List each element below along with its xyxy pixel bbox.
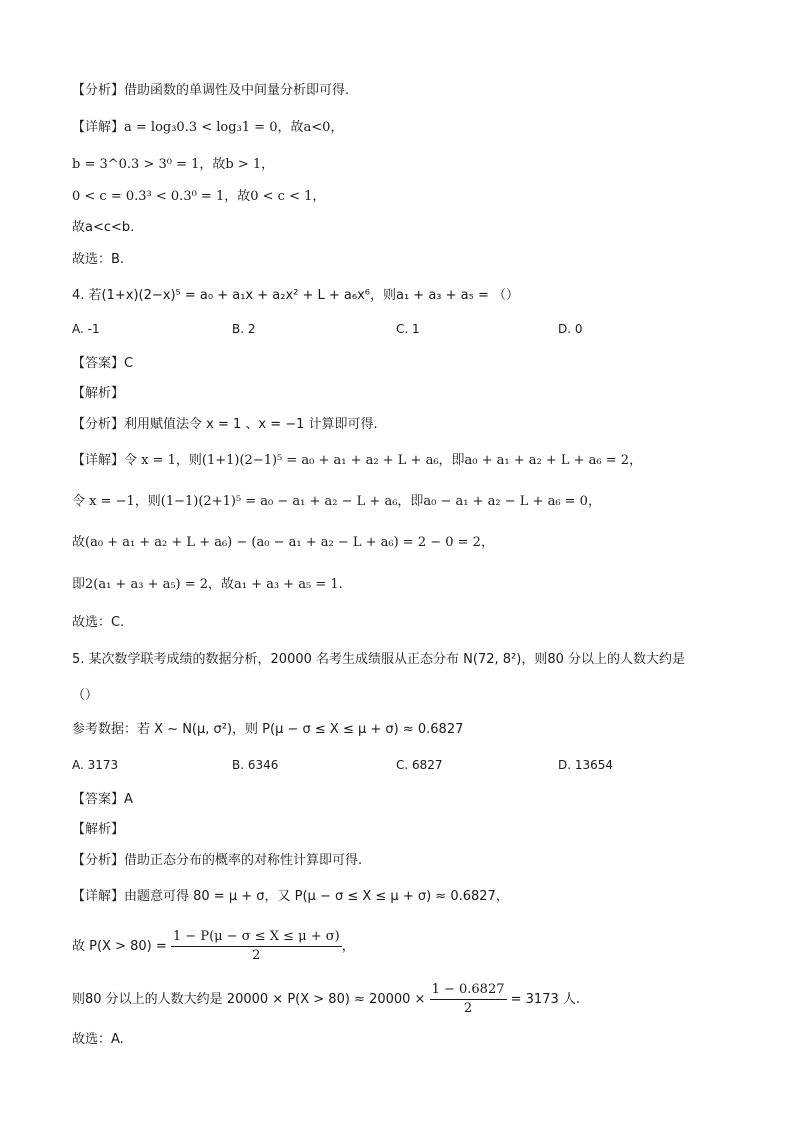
- q4-choose: 故选：C.: [72, 615, 125, 630]
- q5-stem-line-1: 5. 某次数学联考成绩的数据分析，20000 名考生成绩服从正态分布 N(72, 8²)，则80 分以上的人数大约是: [72, 652, 685, 667]
- q5-choices: [72, 758, 722, 778]
- q5-choice-a: A. 3173: [72, 758, 119, 772]
- q5-detail-2-fraction: [171, 928, 342, 965]
- q5-detail-2-numerator: 1 − P(μ − σ ≤ X ≤ μ + σ): [171, 928, 342, 947]
- q4-detail-4: 即2(a₁ + a₃ + a₅) = 2，故a₁ + a₃ + a₅ = 1.: [72, 577, 343, 592]
- q5-detail-2-prefix: 故 P(X > 80) =: [72, 939, 171, 954]
- q4-analysis: 【分析】利用赋值法令 x = 1 、x = −1 计算即可得.: [72, 417, 378, 432]
- q5-reference-data: 参考数据：若 X ~ N(μ, σ²)，则 P(μ − σ ≤ X ≤ μ + σ) ≈ 0.6827: [72, 722, 464, 737]
- q4-choice-a: A. -1: [72, 322, 100, 336]
- q4-choices: [72, 322, 722, 342]
- q4-detail-1: 【详解】令 x = 1，则(1+1)(2−1)⁵ = a₀ + a₁ + a₂ + L + a₆，即a₀ + a₁ + a₂ + L + a₆ = 2，: [72, 453, 643, 468]
- q5-analysis: 【分析】借助正态分布的概率的对称性计算即可得.: [72, 853, 363, 868]
- q5-detail-3-fraction: [430, 981, 507, 1018]
- q3-detail: 【详解】a = log₃0.3 < log₃1 = 0，故a<0，: [72, 120, 344, 135]
- q5-stem-line-2: （）: [72, 688, 99, 703]
- q4-choice-b: B. 2: [232, 322, 256, 336]
- q3-line-b: b = 3^0.3 > 3⁰ = 1，故b > 1，: [72, 157, 275, 172]
- q5-detail-3: [72, 981, 580, 1019]
- q4-stem: 4. 若(1+x)(2−x)⁵ = a₀ + a₁x + a₂x² + L + a₆x⁶，则a₁ + a₃ + a₅ = （）: [72, 288, 519, 303]
- q3-analysis: 【分析】借助函数的单调性及中间量分析即可得.: [72, 83, 350, 98]
- q3-conclusion: 故a<c<b.: [72, 220, 135, 235]
- q5-choice-d: D. 13654: [558, 758, 614, 772]
- q4-choice-c: C. 1: [396, 322, 420, 336]
- q5-choice-b: B. 6346: [232, 758, 279, 772]
- q5-detail-2-denominator: 2: [252, 948, 261, 963]
- q5-detail-3-numerator: 1 − 0.6827: [430, 981, 507, 1000]
- q5-detail-2-suffix: ，: [341, 939, 355, 954]
- q4-jiexi: 【解析】: [72, 386, 125, 401]
- q4-detail-3: 故(a₀ + a₁ + a₂ + L + a₆) − (a₀ − a₁ + a₂ − L + a₆) = 2 − 0 = 2，: [72, 535, 494, 550]
- q3-line-c: 0 < c = 0.3³ < 0.3⁰ = 1，故0 < c < 1，: [72, 189, 326, 204]
- q5-answer: 【答案】A: [72, 792, 133, 807]
- q3-choose: 故选：B.: [72, 252, 125, 267]
- q5-choice-c: C. 6827: [396, 758, 443, 772]
- q4-answer: 【答案】C: [72, 356, 134, 371]
- q5-detail-1: 【详解】由题意可得 80 = μ + σ，又 P(μ − σ ≤ X ≤ μ + σ) ≈ 0.6827，: [72, 889, 509, 904]
- q5-detail-2: [72, 928, 355, 966]
- q5-detail-3-prefix: 则80 分以上的人数大约是 20000 × P(X > 80) ≈ 20000 ×: [72, 992, 430, 1007]
- q4-choice-d: D. 0: [558, 322, 583, 336]
- q5-jiexi: 【解析】: [72, 822, 125, 837]
- q5-choose: 故选：A.: [72, 1032, 124, 1047]
- q4-detail-2: 令 x = −1，则(1−1)(2+1)⁵ = a₀ − a₁ + a₂ − L + a₆，即a₀ − a₁ + a₂ − L + a₆ = 0，: [72, 494, 601, 509]
- q5-detail-3-suffix: = 3173 人.: [506, 992, 581, 1007]
- q5-detail-3-denominator: 2: [463, 1001, 473, 1016]
